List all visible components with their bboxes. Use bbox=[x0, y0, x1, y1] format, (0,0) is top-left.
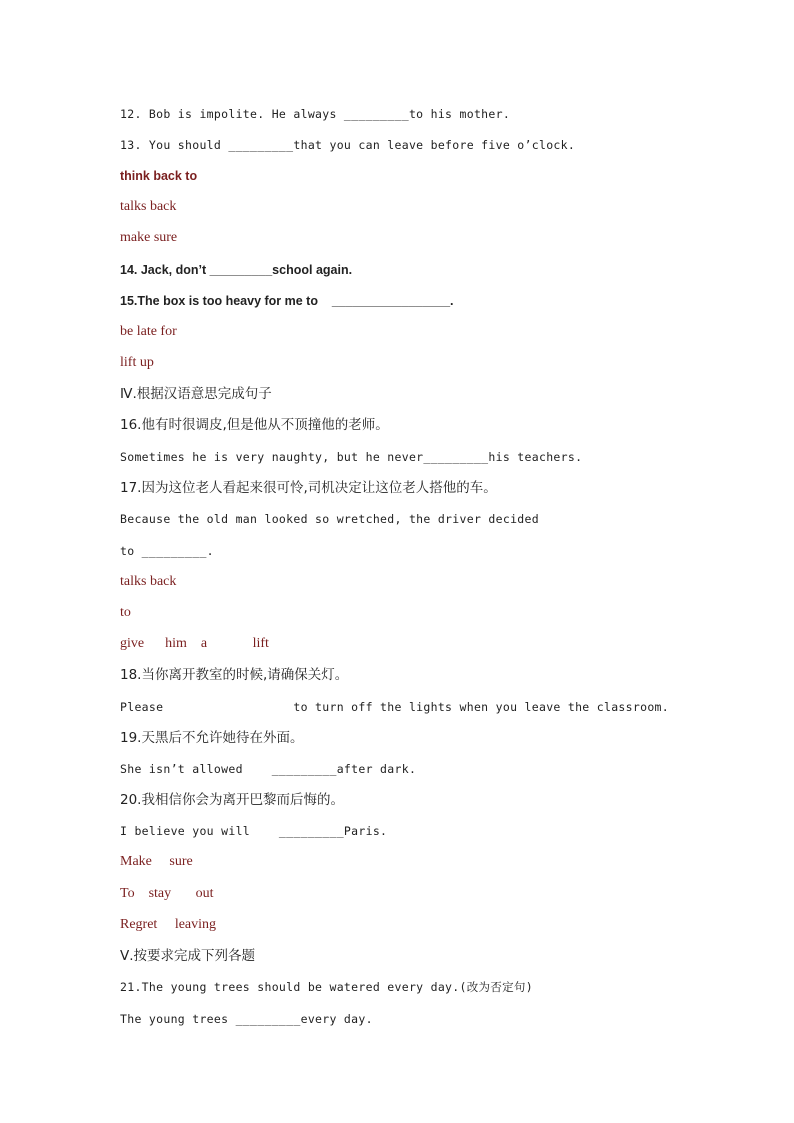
question-14: 14. Jack, don’t _________school again. bbox=[120, 263, 353, 277]
section-4-heading: Ⅳ.根据汉语意思完成句子 bbox=[120, 386, 272, 402]
question-20-english: I believe you will _________Paris. bbox=[120, 824, 388, 838]
question-21-english: The young trees _________every day. bbox=[120, 1012, 373, 1026]
question-17-chinese: 17.因为这位老人看起来很可怜,司机决定让这位老人搭他的车。 bbox=[120, 480, 497, 496]
answer-make-sure: make sure bbox=[120, 230, 178, 245]
answer-to: to bbox=[120, 605, 131, 620]
answer-regret-leaving: Regret leaving bbox=[120, 917, 217, 932]
answer-to-stay-out: To stay out bbox=[120, 886, 214, 901]
question-20-chinese: 20.我相信你会为离开巴黎而后悔的。 bbox=[120, 792, 344, 808]
answer-be-late-for: be late for bbox=[120, 324, 177, 339]
question-17-english-line2: to _________. bbox=[120, 544, 214, 558]
question-12: 12. Bob is impolite. He always _________to his mother. bbox=[120, 107, 511, 121]
answer-give-him-a-lift: give him a lift bbox=[120, 636, 269, 651]
question-16-chinese: 16.他有时很调皮,但是他从不顶撞他的老师。 bbox=[120, 417, 389, 433]
answer-lift-up: lift up bbox=[120, 355, 154, 370]
question-17-english-line1: Because the old man looked so wretched, the driver decided bbox=[120, 512, 539, 526]
answer-talks-back: talks back bbox=[120, 199, 177, 214]
question-19-english: She isn’t allowed _________after dark. bbox=[120, 762, 417, 776]
question-19-chinese: 19.天黑后不允许她待在外面。 bbox=[120, 730, 304, 746]
question-16-english: Sometimes he is very naughty, but he never_________his teachers. bbox=[120, 450, 583, 464]
question-21: 21.The young trees should be watered every day.(改为否定句) bbox=[120, 980, 533, 994]
question-18-chinese: 18.当你离开教室的时候,请确保关灯。 bbox=[120, 667, 349, 683]
question-18-english: Please to turn off the lights when you leave the classroom. bbox=[120, 700, 669, 714]
answer-think-back-to: think back to bbox=[120, 169, 198, 183]
section-5-heading: Ⅴ.按要求完成下列各题 bbox=[120, 948, 256, 964]
question-13: 13. You should _________that you can leave before five o’clock. bbox=[120, 138, 576, 152]
question-15: 15.The box is too heavy for me to _________________. bbox=[120, 294, 454, 308]
answer-make-sure-2: Make sure bbox=[120, 854, 193, 869]
answer-talks-back-2: talks back bbox=[120, 574, 177, 589]
